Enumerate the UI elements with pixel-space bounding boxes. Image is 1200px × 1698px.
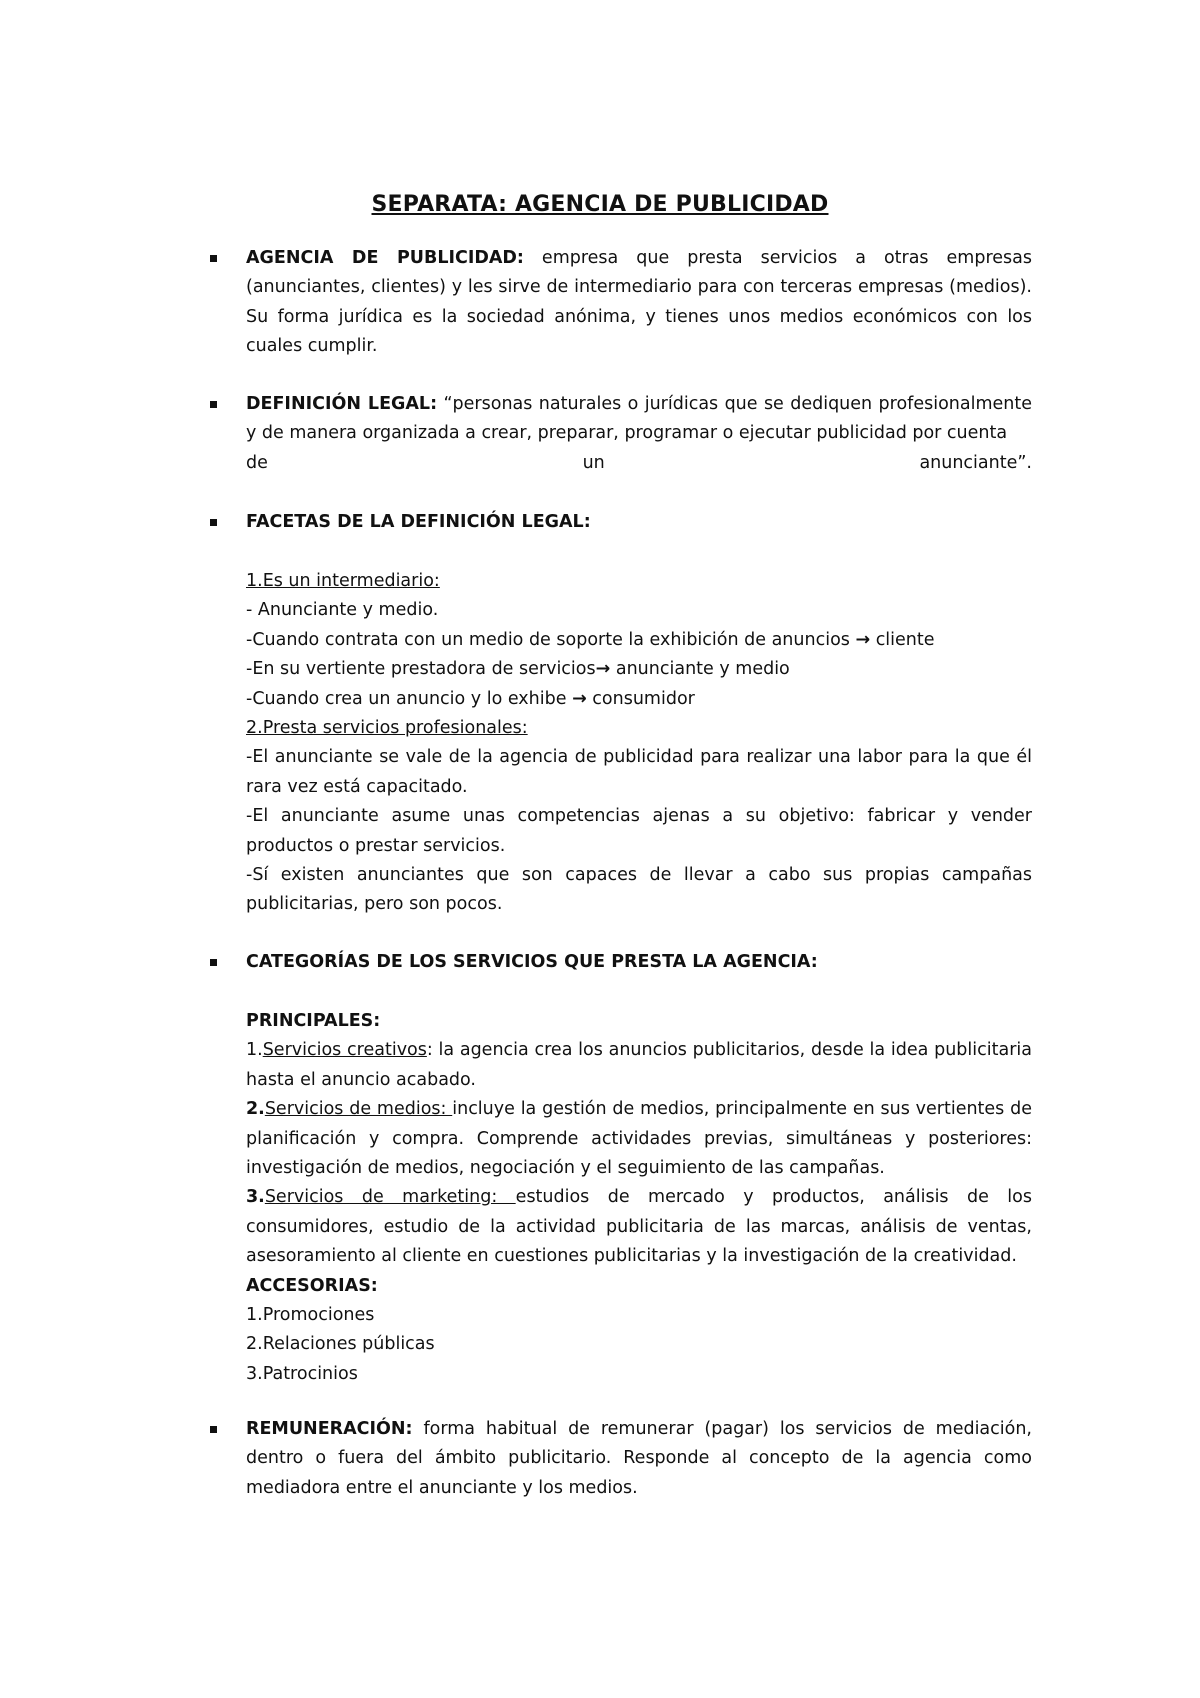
bullet-icon — [210, 959, 217, 966]
list-item: 2.Relaciones públicas — [246, 1334, 435, 1355]
category-item: 3.Servicios de marketing: estudios de mercado y productos, análisis de los consumidores, estudio de la actividad publicitaria de las marcas, análisis de ventas, asesoramiento al cliente en cuestiones publicitarias y la investigación de la creatividad. — [246, 1187, 1032, 1267]
page-title: SEPARATA: AGENCIA DE PUBLICIDAD — [371, 192, 829, 217]
list-item: -Cuando crea un anuncio y lo exhibe → consumidor — [246, 688, 695, 709]
section-label: CATEGORÍAS DE LOS SERVICIOS QUE PRESTA LA AGENCIA: — [246, 952, 818, 972]
definition-last-line — [246, 449, 1032, 478]
section-remuneracion — [246, 1415, 1032, 1503]
bullet-icon — [210, 519, 217, 526]
facetas-body — [246, 567, 1032, 920]
list-item: 3.Patrocinios — [246, 1363, 358, 1384]
category-item: 1.Servicios creativos: la agencia crea los anuncios publicitarios, desde la idea publicitaria hasta el anuncio acabado. — [246, 1040, 1032, 1090]
subsection-title: 2.Presta servicios profesionales: — [246, 718, 528, 739]
word-un: un — [582, 452, 605, 473]
list-item: 1.Promociones — [246, 1305, 375, 1326]
arrow-right-icon: → — [595, 659, 611, 680]
categorias-body — [246, 1007, 1032, 1389]
definition-paragraph — [246, 390, 1032, 449]
arrow-right-icon: → — [855, 629, 871, 650]
section-label: AGENCIA DE PUBLICIDAD: — [246, 248, 524, 268]
paragraph: -Sí existen anunciantes que son capaces de llevar a cabo sus propias campañas publicitarias, pero son pocos. — [246, 865, 1032, 915]
list-item: -En su vertiente prestadora de servicios→ anunciante y medio — [246, 659, 790, 680]
paragraph: -El anunciante se vale de la agencia de publicidad para realizar una labor para la que él rara vez está capacitado. — [246, 747, 1032, 797]
subsection-title: PRINCIPALES: — [246, 1011, 381, 1031]
section-text: forma habitual de remunerar (pagar) los servicios de mediación, dentro o fuera del ámbito publicitario. Responde al concepto de la agencia como mediadora entre el anunciante y los medios. — [246, 1419, 1032, 1498]
section-categorias — [246, 948, 1032, 977]
category-item: 2.Servicios de medios: incluye la gestión de medios, principalmente en sus vertientes de planificación y compra. Comprende actividades previas, simultáneas y posteriores: investigación de medios, negociación y el seguimiento de las campañas. — [246, 1099, 1032, 1179]
paragraph: -El anunciante asume unas competencias ajenas a su objetivo: fabricar y vender productos o prestar servicios. — [246, 806, 1032, 856]
section-label: REMUNERACIÓN: — [246, 1419, 413, 1439]
subsection-title: 1.Es un intermediario: — [246, 571, 440, 591]
word-de: de — [246, 452, 268, 473]
bullet-icon — [210, 401, 217, 408]
word-anunciante: anunciante”. — [919, 452, 1032, 473]
section-facetas — [246, 508, 1032, 537]
list-item: - Anunciante y medio. — [246, 600, 439, 621]
section-agencia — [246, 244, 1032, 362]
section-definicion-legal — [246, 390, 1032, 478]
bullet-icon — [210, 1426, 217, 1433]
list-item: -Cuando contrata con un medio de soporte la exhibición de anuncios → cliente — [246, 629, 935, 650]
section-text: empresa que presta servicios a otras empresas (anunciantes, clientes) y les sirve de intermediario para con terceras empresas (medios). Su forma jurídica es la sociedad anónima, y tienes unos medios económicos con los cuales cumplir. — [246, 248, 1033, 357]
arrow-right-icon: → — [572, 688, 587, 709]
subsection-title: ACCESORIAS: — [246, 1275, 378, 1296]
section-label: DEFINICIÓN LEGAL: — [246, 394, 438, 414]
section-text: “personas naturales o jurídicas que se dediquen profesionalmente y de manera organizada a crear, preparar, programar o ejecutar publicidad por cuenta — [246, 394, 1032, 444]
bullet-icon — [210, 255, 217, 262]
section-label: FACETAS DE LA DEFINICIÓN LEGAL: — [246, 512, 591, 532]
